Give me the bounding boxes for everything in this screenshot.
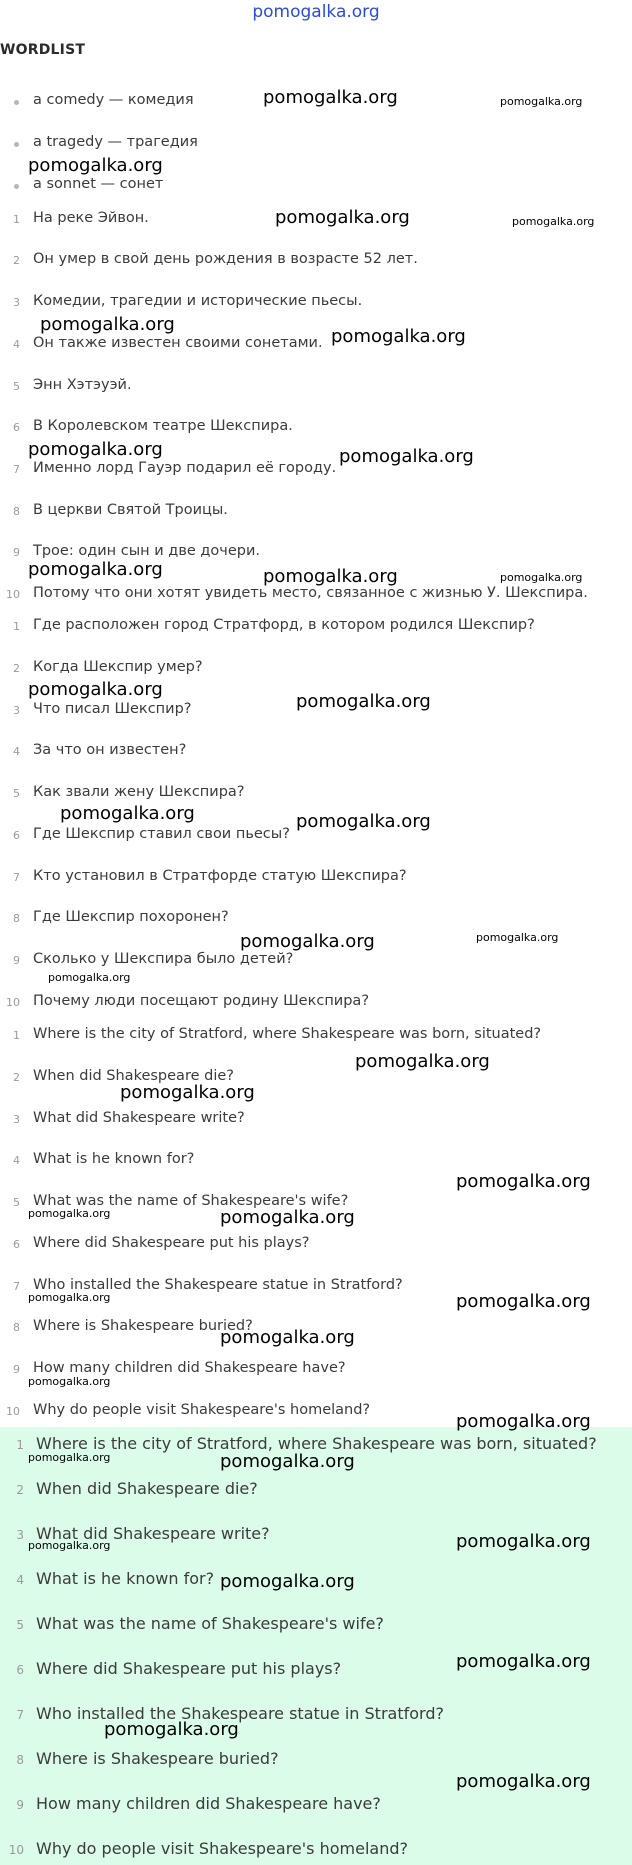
wordlist-term: a tragedy — трагедия xyxy=(33,134,198,150)
item-number: 8 xyxy=(13,912,20,925)
site-header[interactable]: pomogalka.org xyxy=(252,2,380,22)
item-text: Когда Шекспир умер? xyxy=(33,659,203,675)
item-text: В церкви Святой Троицы. xyxy=(33,502,228,518)
item-number: 9 xyxy=(13,546,20,559)
watermark-text: pomogalka.org xyxy=(28,1291,111,1304)
wordlist-term: a comedy — комедия xyxy=(33,92,194,108)
item-number: 5 xyxy=(13,1196,20,1209)
item-text: What was the name of Shakespeare's wife? xyxy=(33,1193,349,1209)
watermark-text: pomogalka.org xyxy=(120,1082,255,1103)
item-number: 2 xyxy=(13,1071,20,1084)
item-number: 7 xyxy=(13,463,20,476)
item-number: 1 xyxy=(13,213,20,226)
watermark-text: pomogalka.org xyxy=(275,207,410,228)
watermark-text: pomogalka.org xyxy=(263,566,398,587)
item-text: What did Shakespeare write? xyxy=(33,1110,245,1126)
wordlist-term: a sonnet — сонет xyxy=(33,176,164,192)
watermark-text: pomogalka.org xyxy=(500,571,583,584)
item-number: 3 xyxy=(13,296,20,309)
watermark-text: pomogalka.org xyxy=(28,1539,111,1552)
item-number: 10 xyxy=(6,996,20,1009)
item-number: 4 xyxy=(13,1154,20,1167)
item-text: На реке Эйвон. xyxy=(33,210,149,226)
item-number: 4 xyxy=(13,338,20,351)
watermark-text: pomogalka.org xyxy=(512,215,595,228)
watermark-text: pomogalka.org xyxy=(456,1171,591,1192)
item-number: 2 xyxy=(16,1483,24,1497)
watermark-text: pomogalka.org xyxy=(263,87,398,108)
item-number: 1 xyxy=(13,1029,20,1042)
item-text: Почему люди посещают родину Шекспира? xyxy=(33,993,370,1009)
item-text: Комедии, трагедии и исторические пьесы. xyxy=(33,293,363,309)
item-text: What was the name of Shakespeare's wife? xyxy=(36,1614,384,1633)
item-number: 5 xyxy=(13,380,20,393)
watermark-text: pomogalka.org xyxy=(355,1051,490,1072)
watermark-text: pomogalka.org xyxy=(104,1719,239,1740)
item-number: 10 xyxy=(6,588,20,601)
item-text: Where is Shakespeare buried? xyxy=(33,1318,253,1334)
watermark-text: pomogalka.org xyxy=(500,95,583,108)
watermark-text: pomogalka.org xyxy=(476,931,559,944)
item-text: What is he known for? xyxy=(33,1151,195,1167)
item-number: 9 xyxy=(16,1798,24,1812)
watermark-text: pomogalka.org xyxy=(296,691,431,712)
item-text: Как звали жену Шекспира? xyxy=(33,784,245,800)
item-text: When did Shakespeare die? xyxy=(33,1068,234,1084)
item-number: 9 xyxy=(13,954,20,967)
watermark-text: pomogalka.org xyxy=(28,155,163,176)
item-text: Потому что они хотят увидеть место, связанное с жизнью У. Шекспира. xyxy=(33,585,588,601)
item-number: 7 xyxy=(13,871,20,884)
watermark-text: pomogalka.org xyxy=(240,931,375,952)
item-text: Он также известен своими сонетами. xyxy=(33,335,323,351)
watermark-text: pomogalka.org xyxy=(456,1771,591,1792)
item-text: Where did Shakespeare put his plays? xyxy=(36,1659,342,1678)
item-text: Где расположен город Стратфорд, в котором родился Шекспир? xyxy=(33,617,535,633)
bullet-icon xyxy=(14,184,19,189)
item-number: 3 xyxy=(13,704,20,717)
item-text: Сколько у Шекспира было детей? xyxy=(33,951,294,967)
item-number: 6 xyxy=(13,829,20,842)
watermark-text: pomogalka.org xyxy=(28,1207,111,1220)
item-number: 2 xyxy=(13,662,20,675)
watermark-text: pomogalka.org xyxy=(28,1375,111,1388)
watermark-text: pomogalka.org xyxy=(456,1531,591,1552)
item-number: 10 xyxy=(6,1405,20,1418)
item-number: 8 xyxy=(16,1753,24,1767)
watermark-text: pomogalka.org xyxy=(296,811,431,832)
watermark-text: pomogalka.org xyxy=(220,1207,355,1228)
item-text: Why do people visit Shakespeare's homeland? xyxy=(36,1839,408,1858)
item-text: Where is the city of Stratford, where Shakespeare was born, situated? xyxy=(36,1434,597,1453)
item-text: What is he known for? xyxy=(36,1569,215,1588)
item-number: 6 xyxy=(16,1663,24,1677)
item-number: 5 xyxy=(13,787,20,800)
item-number: 4 xyxy=(13,745,20,758)
item-number: 1 xyxy=(16,1438,24,1452)
item-text: Who installed the Shakespeare statue in Stratford? xyxy=(36,1704,444,1723)
item-number: 5 xyxy=(16,1618,24,1632)
item-text: When did Shakespeare die? xyxy=(36,1479,258,1498)
item-text: Он умер в свой день рождения в возрасте 52 лет. xyxy=(33,251,418,267)
watermark-text: pomogalka.org xyxy=(48,971,131,984)
item-number: 6 xyxy=(13,421,20,434)
item-text: Where is the city of Stratford, where Shakespeare was born, situated? xyxy=(33,1026,542,1042)
item-number: 4 xyxy=(16,1573,24,1587)
watermark-text: pomogalka.org xyxy=(28,559,163,580)
watermark-text: pomogalka.org xyxy=(456,1411,591,1432)
watermark-text: pomogalka.org xyxy=(331,326,466,347)
item-number: 7 xyxy=(13,1280,20,1293)
item-text: Where is Shakespeare buried? xyxy=(36,1749,279,1768)
watermark-text: pomogalka.org xyxy=(456,1651,591,1672)
watermark-text: pomogalka.org xyxy=(220,1571,355,1592)
item-number: 7 xyxy=(16,1708,24,1722)
item-text: За что он известен? xyxy=(33,742,187,758)
item-text: Кто установил в Стратфорде статую Шекспира? xyxy=(33,868,407,884)
item-text: Что писал Шекспир? xyxy=(33,701,192,717)
item-number: 6 xyxy=(13,1238,20,1251)
item-text: Трое: один сын и две дочери. xyxy=(33,543,261,559)
item-text: Why do people visit Shakespeare's homeland? xyxy=(33,1402,371,1418)
item-text: Энн Хэтэуэй. xyxy=(33,377,132,393)
item-text: В Королевском театре Шекспира. xyxy=(33,418,293,434)
watermark-text: pomogalka.org xyxy=(220,1451,355,1472)
item-number: 10 xyxy=(8,1843,24,1857)
item-number: 3 xyxy=(13,1113,20,1126)
item-number: 8 xyxy=(13,505,20,518)
watermark-text: pomogalka.org xyxy=(339,446,474,467)
item-text: Where did Shakespeare put his plays? xyxy=(33,1235,310,1251)
item-text: How many children did Shakespeare have? xyxy=(33,1360,346,1376)
item-text: How many children did Shakespeare have? xyxy=(36,1794,381,1813)
bullet-icon xyxy=(14,142,19,147)
watermark-text: pomogalka.org xyxy=(28,439,163,460)
watermark-text: pomogalka.org xyxy=(60,803,195,824)
item-number: 8 xyxy=(13,1321,20,1334)
item-text: Где Шекспир похоронен? xyxy=(33,909,229,925)
item-number: 2 xyxy=(13,254,20,267)
watermark-text: pomogalka.org xyxy=(456,1291,591,1312)
watermark-text: pomogalka.org xyxy=(40,314,175,335)
watermark-text: pomogalka.org xyxy=(28,1451,111,1464)
item-number: 9 xyxy=(13,1363,20,1376)
watermark-text: pomogalka.org xyxy=(220,1327,355,1348)
wordlist-heading: WORDLIST xyxy=(0,42,86,58)
item-number: 3 xyxy=(16,1528,24,1542)
item-text: Где Шекспир ставил свои пьесы? xyxy=(33,826,290,842)
watermark-text: pomogalka.org xyxy=(28,679,163,700)
bullet-icon xyxy=(14,100,19,105)
item-number: 1 xyxy=(13,620,20,633)
item-text: Who installed the Shakespeare statue in Stratford? xyxy=(33,1277,403,1293)
item-text: Именно лорд Гауэр подарил её городу. xyxy=(33,460,337,476)
item-text: What did Shakespeare write? xyxy=(36,1524,270,1543)
